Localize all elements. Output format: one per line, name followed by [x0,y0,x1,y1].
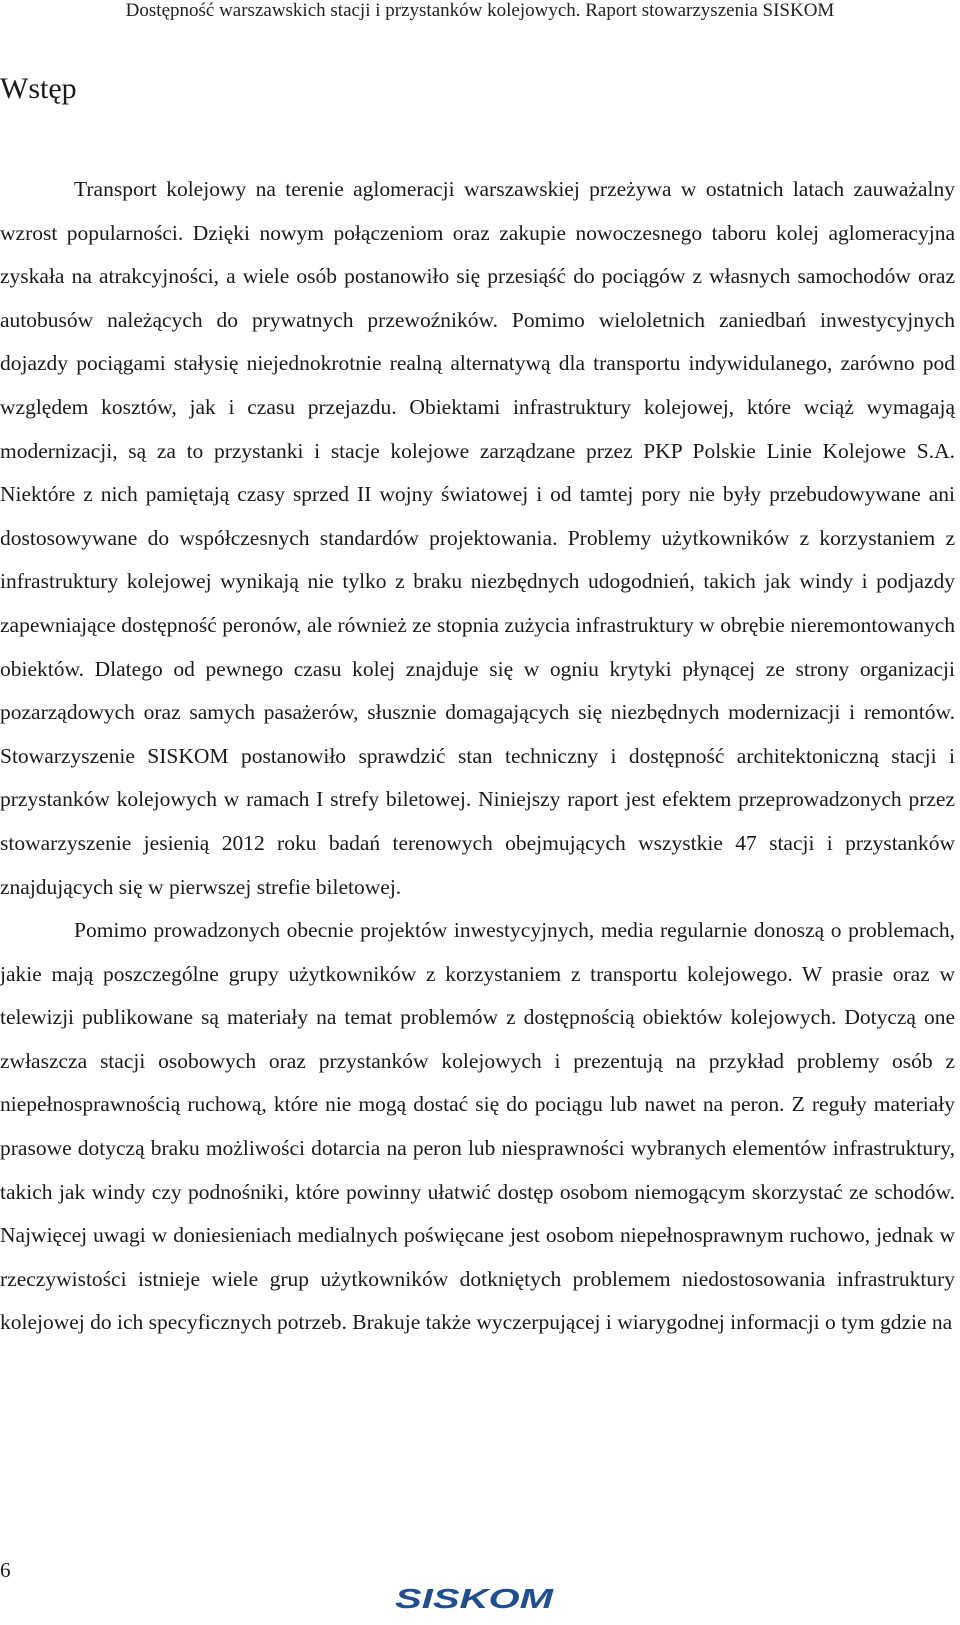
page-number: 6 [0,1558,11,1582]
logo-text: SISKOM [395,1583,554,1613]
siskom-logo [395,1583,555,1613]
body-text [0,168,955,1345]
section-heading: Wstęp [0,72,77,105]
paragraph: Pomimo prowadzonych obecnie projektów inwestycyjnych, media regularnie donoszą o problemach, jakie mają poszczególne grupy użytkowników z korzystaniem z transportu kolejowego. W prasie oraz w telewizji publikowane są materiały na temat problemów z dostępnością obiektów kolejowych. Dotyczą one zwłaszcza stacji osobowych oraz przystanków kolejowych i prezentują na przykład problemy osób z niepełnosprawnością ruchową, które nie mogą dostać się do pociągu lub nawet na peron. Z reguły materiały prasowe dotyczą braku możliwości dotarcia na peron lub niesprawności wybranych elementów infrastruktury, takich jak windy czy podnośniki, które powinny ułatwić dostęp osobom niemogącym skorzystać ze schodów. Najwięcej uwagi w doniesieniach medialnych poświęcane jest osobom niepełnosprawnym ruchowo, jednak w rzeczywistości istnieje wiele grup użytkowników dotkniętych problemem niedostosowania infrastruktury kolejowej do ich specyficznych potrzeb. Brakuje także wyczerpującej i wiarygodnej informacji o tym gdzie na [0,918,955,1335]
paragraph: Transport kolejowy na terenie aglomeracji warszawskiej przeżywa w ostatnich latach zauważalny wzrost popularności. Dzięki nowym połączeniom oraz zakupie nowoczesnego taboru kolej aglomeracyjna zyskała na atrakcyjności, a wiele osób postanowiło się przesiąść do pociągów z własnych samochodów oraz autobusów należących do prywatnych przewoźników. Pomimo wieloletnich zaniedbań inwestycyjnych dojazdy pociągami stałysię niejednokrotnie realną alternatywą dla transportu indywidulanego, zarówno pod względem kosztów, jak i czasu przejazdu. Obiektami infrastruktury kolejowej, które wciąż wymagają modernizacji, są za to przystanki i stacje kolejowe zarządzane przez PKP Polskie Linie Kolejowe S.A. Niektóre z nich pamiętają czasy sprzed II wojny światowej i od tamtej pory nie były przebudowywane ani dostosowywane do współczesnych standardów projektowania. Problemy użytkowników z korzystaniem z infrastruktury kolejowej wynikają nie tylko z braku niezbędnych udogodnień, takich jak windy i podjazdy zapewniające dostępność peronów, ale również ze stopnia zużycia infrastruktury w obrębie nieremontowanych obiektów. Dlatego od pewnego czasu kolej znajduje się w ogniu krytyki płynącej ze strony organizacji pozarządowych oraz samych pasażerów, słusznie domagających się niezbędnych modernizacji i remontów. Stowarzyszenie SISKOM postanowiło sprawdzić stan techniczny i dostępność architektoniczną stacji i przystanków kolejowych w ramach I strefy biletowej. Niniejszy raport jest efektem przeprowadzonych przez stowarzyszenie jesienią 2012 roku badań terenowych obejmujących wszystkie 47 stacji i przystanków znajdujących się w pierwszej strefie biletowej. [0,177,955,899]
running-header: Dostępność warszawskich stacji i przystanków kolejowych. Raport stowarzyszenia SISKOM [125,0,835,21]
